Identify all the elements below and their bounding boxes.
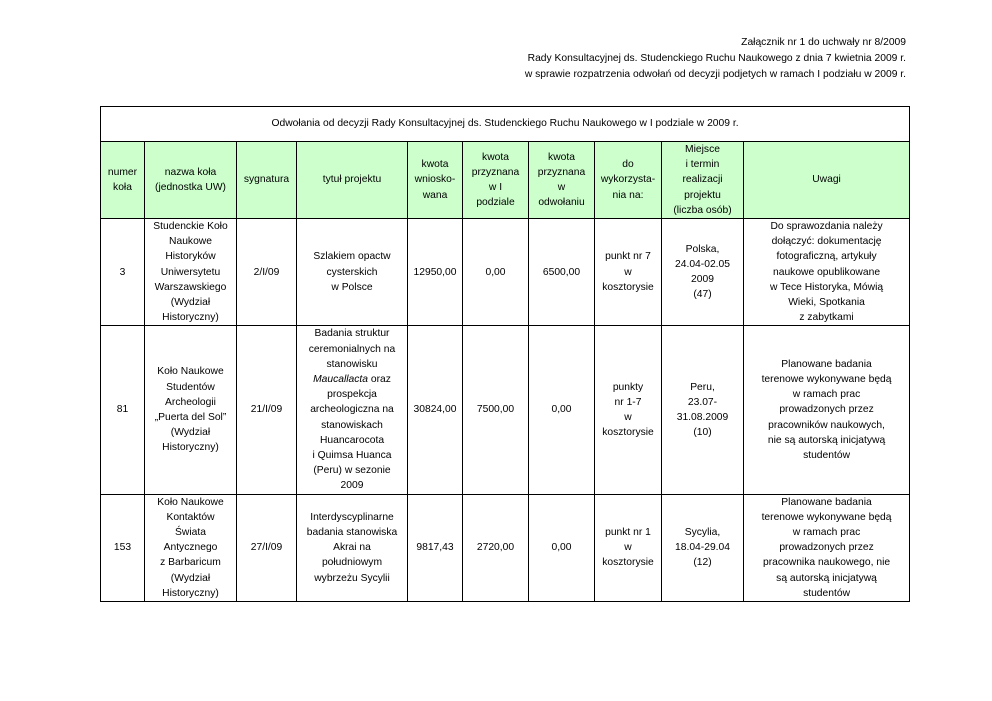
- table-row: [101, 219, 910, 326]
- cell-miejsce: Sycylia, 18.04-29.04 (12): [662, 494, 744, 601]
- cell-kwota-wnioskowana: 9817,43: [408, 494, 463, 601]
- cell-kwota-podzial: 7500,00: [463, 326, 529, 494]
- column-header: sygnatura: [237, 142, 297, 219]
- column-header: kwota wniosko- wana: [408, 142, 463, 219]
- cell-sygnatura: 21/I/09: [237, 326, 297, 494]
- cell-uwagi: Do sprawozdania należy dołączyć: dokumentację fotograficzną, artykuły naukowe opublikowane w Tece Historyka, Mówią Wieki, Spotkania z zabytkami: [744, 219, 910, 326]
- cell-kwota-wnioskowana: 12950,00: [408, 219, 463, 326]
- cell-kwota-podzial: 2720,00: [463, 494, 529, 601]
- table-title: Odwołania od decyzji Rady Konsultacyjnej ds. Studenckiego Ruchu Naukowego w I podziale w 2009 r.: [101, 107, 910, 142]
- cell-kwota-odwolanie: 6500,00: [529, 219, 595, 326]
- header-line: Rady Konsultacyjnej ds. Studenckiego Ruchu Naukowego z dnia 7 kwietnia 2009 r.: [527, 53, 906, 64]
- cell-kwota-podzial: 0,00: [463, 219, 529, 326]
- cell-kwota-wnioskowana: 30824,00: [408, 326, 463, 494]
- cell-numer: 153: [101, 494, 145, 601]
- cell-kwota-odwolanie: 0,00: [529, 326, 595, 494]
- cell-tytul: Badania struktur ceremonialnych na stanowisku Maucallacta oraz prospekcja archeologiczna na stanowiskach Huancarocota i Quimsa Huanca (Peru) w sezonie 2009: [297, 326, 408, 494]
- cell-tytul: Szlakiem opactw cysterskich w Polsce: [297, 219, 408, 326]
- cell-wykorzystanie: punkt nr 1 w kosztorysie: [595, 494, 662, 601]
- document-header: [525, 35, 906, 83]
- cell-miejsce: Peru, 23.07- 31.08.2009 (10): [662, 326, 744, 494]
- column-header: kwota przyznana w I podziale: [463, 142, 529, 219]
- cell-nazwa: Koło Naukowe Studentów Archeologii „Puerta del Sol” (Wydział Historyczny): [145, 326, 237, 494]
- column-header: kwota przyznana w odwołaniu: [529, 142, 595, 219]
- cell-sygnatura: 2/I/09: [237, 219, 297, 326]
- column-header: tytuł projektu: [297, 142, 408, 219]
- table-row: [101, 326, 910, 494]
- cell-uwagi: Planowane badania terenowe wykonywane będą w ramach prac prowadzonych przez pracowników naukowych, nie są autorską inicjatywą studentów: [744, 326, 910, 494]
- column-header: numer koła: [101, 142, 145, 219]
- cell-nazwa: Studenckie Koło Naukowe Historyków Uniwersytetu Warszawskiego (Wydział Historyczny): [145, 219, 237, 326]
- cell-numer: 3: [101, 219, 145, 326]
- cell-wykorzystanie: punkty nr 1-7 w kosztorysie: [595, 326, 662, 494]
- header-line: Załącznik nr 1 do uchwały nr 8/2009: [741, 37, 906, 48]
- cell-miejsce: Polska, 24.04-02.05 2009 (47): [662, 219, 744, 326]
- column-header: do wykorzysta- nia na:: [595, 142, 662, 219]
- cell-numer: 81: [101, 326, 145, 494]
- cell-kwota-odwolanie: 0,00: [529, 494, 595, 601]
- column-header: Uwagi: [744, 142, 910, 219]
- column-header: Miejsce i termin realizacji projektu (liczba osób): [662, 142, 744, 219]
- cell-uwagi: Planowane badania terenowe wykonywane będą w ramach prac prowadzonych przez pracownika naukowego, nie są autorską inicjatywą studentów: [744, 494, 910, 601]
- cell-sygnatura: 27/I/09: [237, 494, 297, 601]
- appeals-table: [100, 106, 910, 602]
- table-header-row: [101, 142, 910, 219]
- cell-nazwa: Koło Naukowe Kontaktów Świata Antycznego z Barbaricum (Wydział Historyczny): [145, 494, 237, 601]
- header-line: w sprawie rozpatrzenia odwołań od decyzji podjetych w ramach I podziału w 2009 r.: [524, 69, 906, 80]
- table-row: [101, 494, 910, 601]
- column-header: nazwa koła (jednostka UW): [145, 142, 237, 219]
- cell-wykorzystanie: punkt nr 7 w kosztorysie: [595, 219, 662, 326]
- cell-tytul: Interdyscyplinarne badania stanowiska Akrai na południowym wybrzeżu Sycylii: [297, 494, 408, 601]
